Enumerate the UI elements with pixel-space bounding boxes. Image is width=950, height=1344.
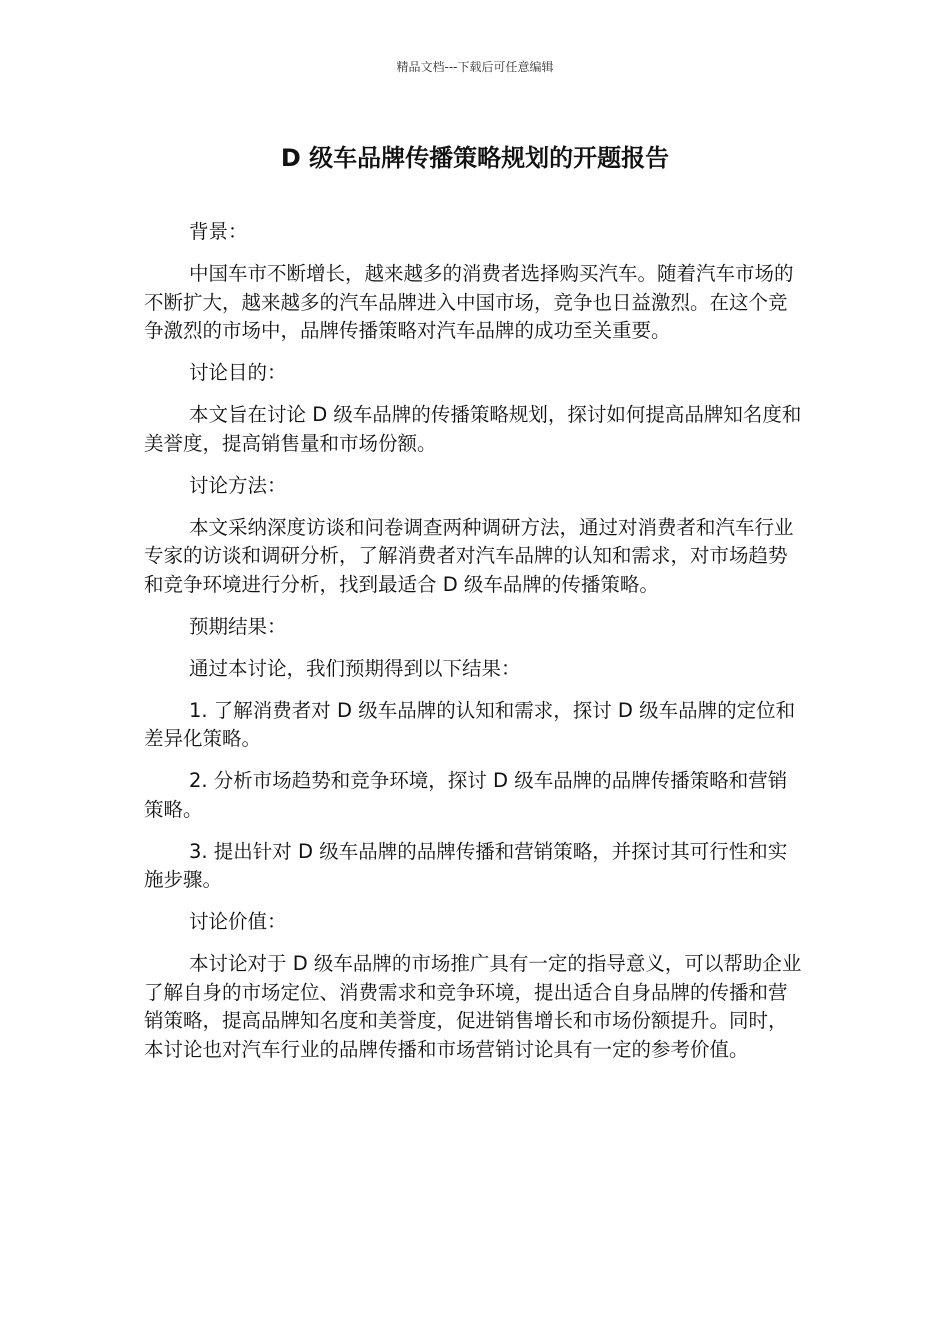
paragraph-value: 本讨论对于 D 级车品牌的市场推广具有一定的指导意义，可以帮助企业了解自身的市场定位、消费需求和竞争环境，提出适合自身品牌的传播和营销策略，提高品牌知名度和美誉度，促进销售增长和市场份额提升。同时，本讨论也对汽车行业的品牌传播和市场营销讨论具有一定的参考价值。 (144, 952, 802, 1061)
result-item-1: 1. 了解消费者对 D 级车品牌的认知和需求，探讨 D 级车品牌的定位和差异化策略。 (144, 698, 796, 750)
document-body (144, 218, 806, 1078)
paragraph-background: 中国车市不断增长，越来越多的消费者选择购买汽车。随着汽车市场的不断扩大，越来越多的汽车品牌进入中国市场，竞争也日益激烈。在这个竞争激烈的市场中，品牌传播策略对汽车品牌的成功至关重要。 (144, 262, 794, 342)
heading-expected-results: 预期结果： (189, 614, 287, 638)
result-item-2: 2. 分析市场趋势和竞争环境，探讨 D 级车品牌的品牌传播策略和营销策略。 (144, 769, 788, 821)
document-title: D 级车品牌传播策略规划的开题报告 (280, 144, 670, 172)
page-header: 精品文档---下载后可任意编辑 (396, 60, 554, 74)
heading-method: 讨论方法： (189, 473, 287, 497)
result-item-3: 3. 提出针对 D 级车品牌的品牌传播和营销策略，并探讨其可行性和实施步骤。 (144, 839, 788, 891)
heading-purpose: 讨论目的： (189, 361, 287, 384)
paragraph-method: 本文采纳深度访谈和问卷调查两种调研方法，通过对消费者和汽车行业专家的访谈和调研分析，了解消费者对汽车品牌的认知和需求，对市场趋势和竞争环境进行分析，找到最适合 D 级车品牌的传播策略。 (144, 515, 794, 596)
paragraph-expected-intro: 通过本讨论，我们预期得到以下结果： (189, 656, 521, 680)
paragraph-purpose: 本文旨在讨论 D 级车品牌的传播策略规划，探讨如何提高品牌知名度和美誉度，提高销售量和市场份额。 (144, 403, 802, 455)
heading-background: 背景： (189, 220, 248, 243)
heading-value: 讨论价值： (189, 910, 287, 933)
